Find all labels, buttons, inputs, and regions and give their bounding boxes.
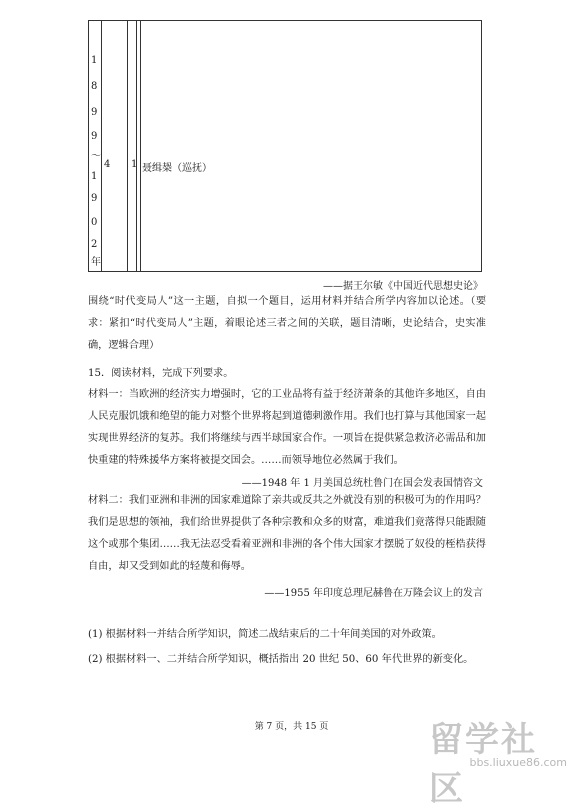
year-cell xyxy=(89,21,101,271)
year-char: 8 xyxy=(91,81,98,92)
material-two: 材料二：我们亚洲和非洲的国家难道除了亲共或反共之外就没有别的积极可为的作用吗？我们是思想的领袖，我们给世界提供了各种宗教和众多的财富，难道我们竟落得只能跟随这个或那个集团……我无法忍受看着亚洲和非洲的各个伟大国家才摆脱了奴役的桎梏获得自由，却又受到如此的轻蔑和侮辱。 xyxy=(88,495,486,572)
source-citation: ——据王尔敏《中国近代思想史论》 xyxy=(323,281,483,292)
table-cell-count: 4 xyxy=(104,159,111,170)
year-char: 1 xyxy=(91,55,98,66)
year-char: 9 xyxy=(91,131,98,142)
year-char: 年 xyxy=(91,257,101,268)
question-heading: 15．阅读材料，完成下列要求。 xyxy=(88,368,234,379)
source-citation: ——1948 年 1 月美国总统杜鲁门在国会发表国情咨文 xyxy=(241,478,483,489)
material-one: 材料一：当欧洲的经济实力增强时，它的工业品将有益于经济萧条的其他许多地区，自由人民克服饥饿和绝望的能力对整个世界将起到道德刺激作用。我们也打算与其他国家一起实现世界经济的复苏。我们将继续与西半球国家合作。一项旨在提供紧急救济必需品和加快重建的特殊援华方案将被提交国会。……而领导地位必然属于我们。 xyxy=(88,389,486,466)
table-cell-name: 聂缉椝（巡抚） xyxy=(142,163,212,174)
page-footer: 第 7 页，共 15 页 xyxy=(254,722,329,732)
watermark-logo xyxy=(429,712,569,809)
table-fragment xyxy=(88,20,482,272)
table-divider xyxy=(101,21,102,271)
year-char: ～ xyxy=(91,151,101,162)
instruction-text: 围绕“时代变局人”这一主题，自拟一个题目，运用材料并结合所学内容加以论述。（要求：紧扣“时代变局人”主题，着眼论述三者之间的关联，题目清晰，史论结合，史实准确，逻辑合理） xyxy=(88,296,486,351)
year-char: 9 xyxy=(91,193,98,204)
year-char: 0 xyxy=(91,217,98,228)
table-divider xyxy=(127,21,128,271)
table-divider xyxy=(136,21,137,271)
sub-question-2: (2) 根据材料一、二并结合所学知识，概括指出 20 世纪 50、60 年代世界的新变化。 xyxy=(88,654,474,665)
year-char: 2 xyxy=(91,239,98,250)
year-char: 9 xyxy=(91,107,98,118)
sub-question-1: (1) 根据材料一并结合所学知识，简述二战结束后的二十年间美国的对外政策。 xyxy=(88,629,442,640)
table-cell-count: 1 xyxy=(131,159,138,170)
source-citation: ——1955 年印度总理尼赫鲁在万隆会议上的发言 xyxy=(264,588,483,599)
watermark-url: bbs.liuxue86.com xyxy=(469,756,567,769)
table-divider xyxy=(140,21,141,271)
year-char: 1 xyxy=(91,171,98,182)
watermark-title: 留学社区 xyxy=(429,720,537,809)
